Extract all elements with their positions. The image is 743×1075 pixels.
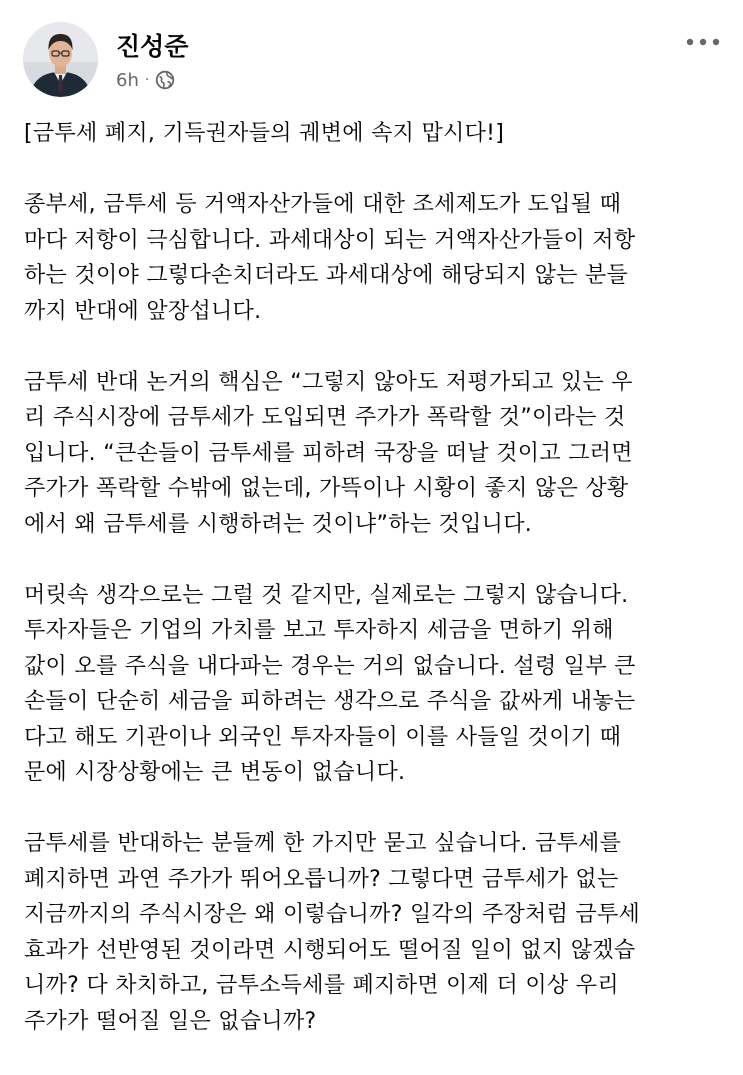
text-line: 종부세, 금투세 등 거액자산가들에 대한 조세제도가 도입될 때 xyxy=(24,192,622,217)
text-line: 금투세를 반대하는 분들께 한 가지만 묻고 싶습니다. 금투세를 xyxy=(24,831,622,856)
text-line: 마다 저항이 극심합니다. 과세대상이 되는 거액자산가들이 저항 xyxy=(24,227,636,253)
text-line: 까지 반대에 앞장섭니다. xyxy=(24,298,262,324)
paragraph-3 xyxy=(24,578,724,791)
text-line: 투자자들은 기업의 가치를 보고 투자하지 세금을 면하기 위해 xyxy=(24,618,614,643)
author-name[interactable]: 진성준 xyxy=(116,32,189,61)
text-line: 머릿속 생각으로는 그럴 것 같지만, 실제로는 그렇지 않습니다. xyxy=(24,582,629,608)
post-title: [금투세 폐지, 기득권자들의 궤변에 속지 맙시다!] xyxy=(24,121,505,146)
text-line: 값이 오를 주식을 내다파는 경우는 거의 없습니다. 설령 일부 큰 xyxy=(24,653,636,679)
paragraph-4 xyxy=(24,826,724,1039)
avatar-image xyxy=(23,22,98,97)
text-line: 손들이 단순히 세금을 피하려는 생각으로 주식을 값싸게 내놓는 xyxy=(24,689,636,714)
paragraph-2 xyxy=(24,365,724,543)
post-header xyxy=(0,0,743,110)
more-options-button[interactable] xyxy=(683,30,723,54)
text-line: 니까? 다 차치하고, 금투소득세를 폐지하면 이제 더 이상 우리 xyxy=(24,973,619,998)
text-line: 주가가 폭락할 수밖에 없는데, 가뜩이나 시황이 좋지 않은 상황 xyxy=(24,476,629,501)
text-line: 지금까지의 주식시장은 왜 이렇습니까? 일각의 주장처럼 금투세 xyxy=(24,902,641,927)
more-options-icon xyxy=(686,38,720,46)
post-meta xyxy=(116,68,175,92)
post-timestamp[interactable]: 6h xyxy=(116,69,139,91)
paragraph-1 xyxy=(24,187,724,329)
text-line: 주가가 떨어질 일은 없습니까? xyxy=(24,1008,317,1034)
globe-icon[interactable] xyxy=(155,70,175,90)
meta-separator: · xyxy=(144,72,150,88)
avatar[interactable] xyxy=(23,22,98,97)
text-line: 리 주식시장에 금투세가 도입되면 주가가 폭락할 것”이라는 것 xyxy=(24,405,626,430)
text-line: 금투세 반대 논거의 핵심은 “그렇지 않아도 저평가되고 있는 우 xyxy=(24,369,633,395)
text-line: 에서 왜 금투세를 시행하려는 것이냐”하는 것입니다. xyxy=(24,511,533,537)
post-body xyxy=(24,116,724,1075)
text-line: 문에 시장상황에는 큰 변동이 없습니다. xyxy=(24,760,406,785)
text-line: 다고 해도 기관이나 외국인 투자자들이 이를 사들일 것이기 때 xyxy=(24,724,622,750)
text-line: 하는 것이야 그렇다손치더라도 과세대상에 해당되지 않는 분들 xyxy=(24,263,629,288)
text-line: 폐지하면 과연 주가가 뛰어오릅니까? 그렇다면 금투세가 없는 xyxy=(24,866,619,892)
text-line: 입니다. “큰손들이 금투세를 피하려 국장을 떠날 것이고 그러면 xyxy=(24,440,633,466)
text-line: 효과가 선반영된 것이라면 시행되어도 떨어질 일이 없지 않겠습 xyxy=(24,937,636,963)
